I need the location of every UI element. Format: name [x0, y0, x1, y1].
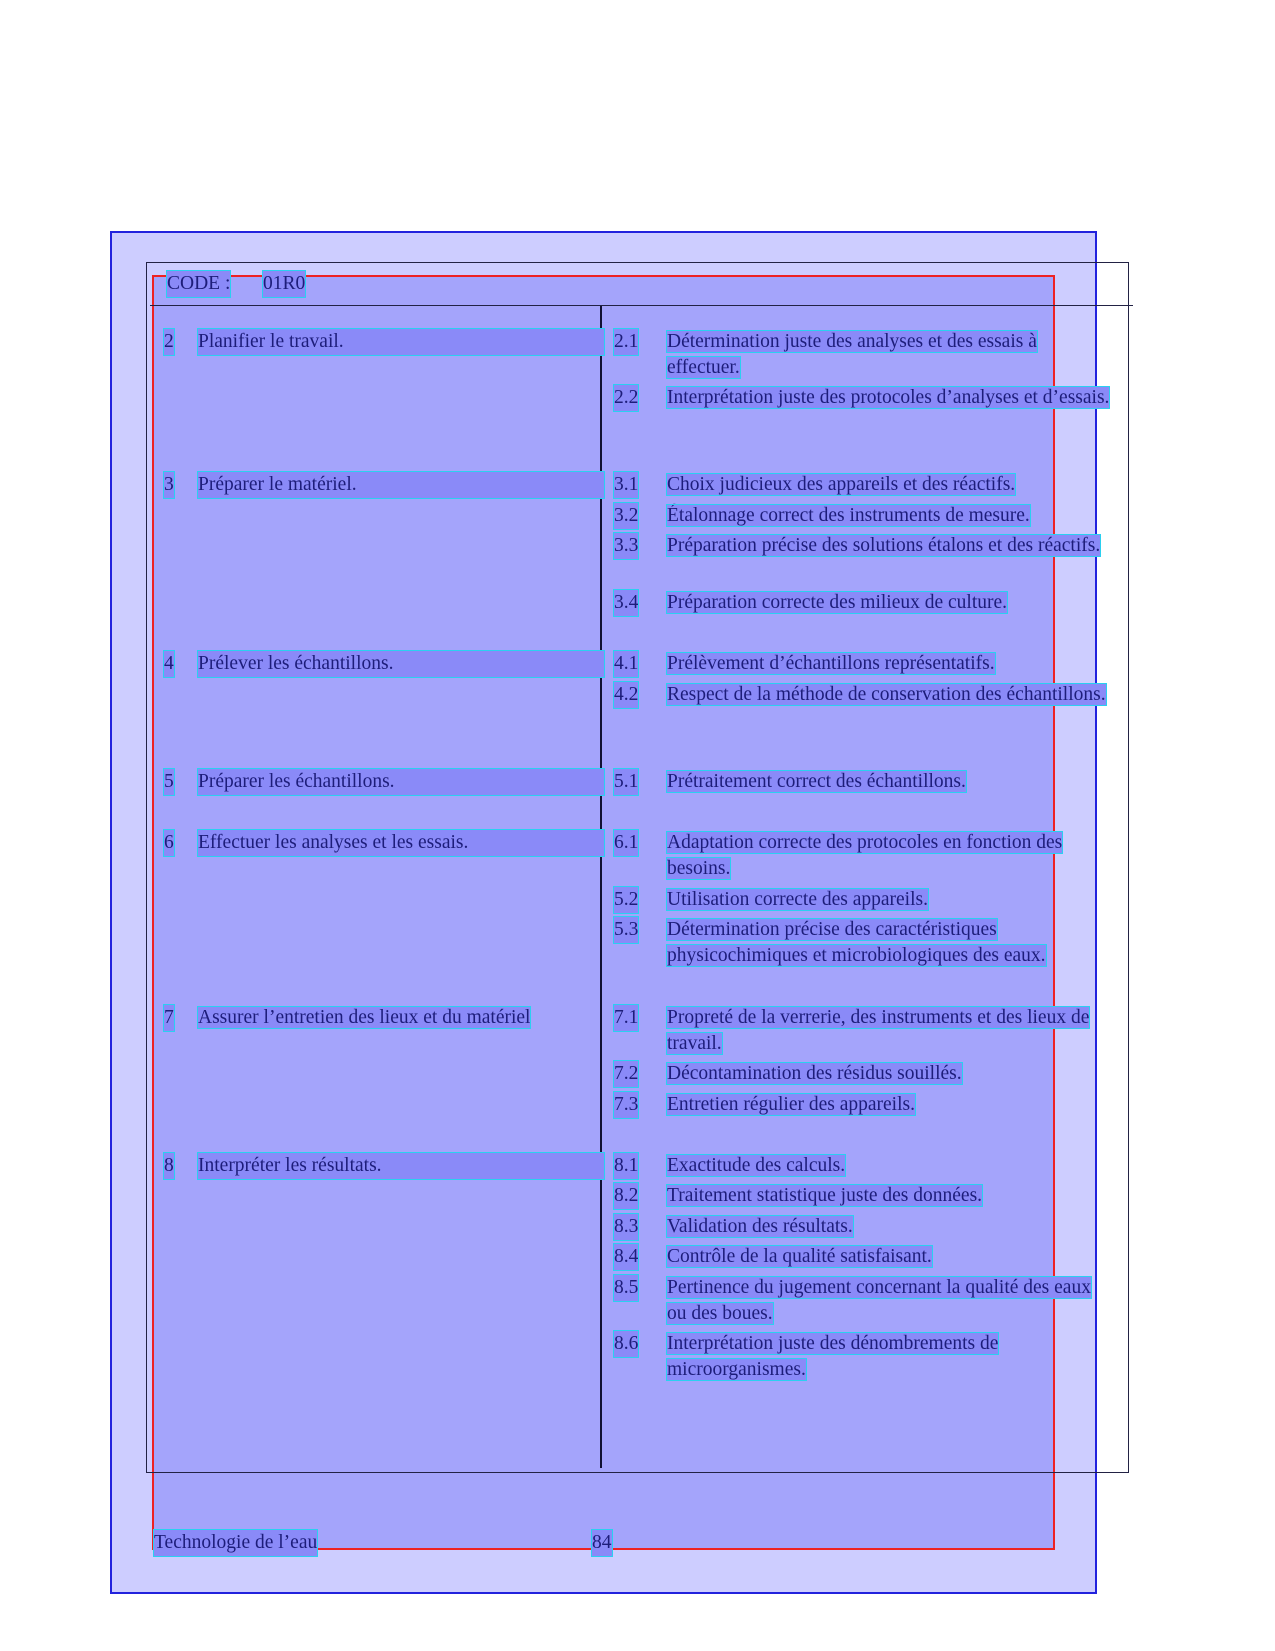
- criterion-text-inner: Contrôle de la qualité satisfaisant.: [667, 1246, 932, 1267]
- criterion: [614, 1153, 1114, 1179]
- header-rule: [150, 305, 1133, 306]
- criterion-number: 8.3: [614, 1214, 638, 1240]
- criterion: [614, 590, 1114, 616]
- criterion-text-inner: Interprétation juste des dénombrements de microorganismes.: [667, 1333, 999, 1380]
- criterion-number: 8.1: [614, 1153, 638, 1179]
- criterion-text: [667, 385, 1114, 411]
- criterion-text: [667, 1153, 1114, 1179]
- criterion-text-inner: Préparation précise des solutions étalons et des réactifs.: [667, 535, 1101, 556]
- criterion: [614, 1214, 1114, 1240]
- criterion-text-inner: Validation des résultats.: [667, 1216, 853, 1237]
- criterion-number: 3.1: [614, 472, 638, 498]
- criterion-text: [667, 830, 1114, 882]
- criterion-text-inner: Étalonnage correct des instruments de mesure.: [667, 505, 1030, 526]
- criterion-number: 8.4: [614, 1244, 638, 1270]
- criterion: [614, 682, 1114, 708]
- criterion-text: [667, 1275, 1114, 1327]
- criterion-text: [667, 917, 1114, 969]
- criterion-text: [667, 590, 1114, 616]
- criterion-text-inner: Pertinence du jugement concernant la qualité des eaux ou des boues.: [667, 1277, 1091, 1324]
- criterion: [614, 329, 1114, 381]
- criterion-text-inner: Décontamination des résidus souillés.: [667, 1063, 962, 1084]
- criterion-number: 5.2: [614, 887, 638, 913]
- task-row: [164, 651, 604, 677]
- criterion-text-inner: Respect de la méthode de conservation des échantillons.: [667, 684, 1106, 705]
- criterion-number: 2.2: [614, 385, 638, 411]
- criterion-text: [667, 1214, 1114, 1240]
- task-text: Préparer le matériel.: [198, 472, 604, 498]
- criterion-number: 8.5: [614, 1275, 638, 1301]
- criterion-text: [667, 651, 1114, 677]
- task-text: Effectuer les analyses et les essais.: [198, 830, 604, 856]
- criterion: [614, 1244, 1114, 1270]
- task-text: Préparer les échantillons.: [198, 769, 604, 795]
- criterion-text: [667, 329, 1114, 381]
- criterion-number: 3.2: [614, 503, 638, 529]
- task-row: [164, 769, 604, 795]
- criterion: [614, 917, 1114, 969]
- criterion: [614, 1331, 1114, 1383]
- criterion-number: 7.1: [614, 1005, 638, 1031]
- criterion-text: [667, 1331, 1114, 1383]
- task-row: [164, 830, 604, 856]
- task-number: 5: [164, 769, 174, 795]
- criterion-number: 5.3: [614, 917, 638, 943]
- criterion: [614, 1092, 1114, 1118]
- criterion-text-inner: Choix judicieux des appareils et des réactifs.: [667, 474, 1016, 495]
- criterion-number: 7.2: [614, 1061, 638, 1087]
- task-number: 6: [164, 830, 174, 856]
- criterion-text-inner: Exactitude des calculs.: [667, 1155, 846, 1176]
- page-number: 84: [592, 1530, 612, 1556]
- criterion-text: [667, 1061, 1114, 1087]
- criterion-text: [667, 503, 1114, 529]
- criterion-text: [667, 1183, 1114, 1209]
- criterion-text-inner: Détermination juste des analyses et des essais à effectuer.: [667, 331, 1037, 378]
- criterion-text-inner: Préparation correcte des milieux de culture.: [667, 592, 1008, 613]
- task-text: Interpréter les résultats.: [198, 1153, 604, 1179]
- task-text: Prélever les échantillons.: [198, 651, 604, 677]
- criterion-text: [667, 1005, 1114, 1057]
- criterion: [614, 1005, 1114, 1057]
- task-number: 4: [164, 651, 174, 677]
- criterion-text-inner: Prélèvement d’échantillons représentatifs.: [667, 653, 995, 674]
- task-number: 7: [164, 1005, 174, 1031]
- criterion-text: [667, 472, 1114, 498]
- task-text-inner: Assurer l’entretien des lieux et du matériel: [198, 1007, 531, 1028]
- criterion-text-inner: Utilisation correcte des appareils.: [667, 889, 928, 910]
- criterion-number: 7.3: [614, 1092, 638, 1118]
- task-row: [164, 472, 604, 498]
- criterion: [614, 385, 1114, 411]
- criterion: [614, 887, 1114, 913]
- criterion-text: [667, 1092, 1114, 1118]
- criterion-text-inner: Traitement statistique juste des données.: [667, 1185, 983, 1206]
- criterion-number: 5.1: [614, 769, 638, 795]
- task-text: Planifier le travail.: [198, 329, 604, 355]
- criterion-number: 3.3: [614, 533, 638, 559]
- task-text: [198, 1005, 604, 1031]
- criterion-text-inner: Prétraitement correct des échantillons.: [667, 771, 966, 792]
- task-number: 3: [164, 472, 174, 498]
- criterion-text-inner: Entretien régulier des appareils.: [667, 1094, 915, 1115]
- criterion: [614, 830, 1114, 882]
- task-row: [164, 1005, 604, 1031]
- criterion: [614, 1275, 1114, 1327]
- task-row: [164, 1153, 604, 1179]
- code-label: CODE :: [167, 271, 230, 297]
- criterion: [614, 503, 1114, 529]
- code-value: 01R0: [263, 271, 305, 297]
- criterion-text: [667, 769, 1114, 795]
- criterion-number: 3.4: [614, 590, 638, 616]
- criterion-text: [667, 533, 1114, 559]
- criterion: [614, 1061, 1114, 1087]
- task-number: 8: [164, 1153, 174, 1179]
- criterion-number: 4.2: [614, 682, 638, 708]
- criterion-text-inner: Adaptation correcte des protocoles en fonction des besoins.: [667, 832, 1063, 879]
- criterion-text-inner: Propreté de la verrerie, des instruments et des lieux de travail.: [667, 1007, 1090, 1054]
- criterion: [614, 769, 1114, 795]
- task-row: [164, 329, 604, 355]
- criterion-text-inner: Interprétation juste des protocoles d’analyses et d’essais.: [667, 387, 1110, 408]
- criterion: [614, 651, 1114, 677]
- criterion-number: 4.1: [614, 651, 638, 677]
- criterion-text: [667, 887, 1114, 913]
- criterion-text: [667, 1244, 1114, 1270]
- criterion-number: 8.6: [614, 1331, 638, 1357]
- footer-title: Technologie de l’eau: [154, 1530, 317, 1556]
- criterion-text: [667, 682, 1114, 708]
- criterion: [614, 1183, 1114, 1209]
- criterion-text-inner: Détermination précise des caractéristiques physicochimiques et microbiologiques des eaux.: [667, 919, 1046, 966]
- criterion-number: 2.1: [614, 329, 638, 355]
- task-number: 2: [164, 329, 174, 355]
- criterion-number: 8.2: [614, 1183, 638, 1209]
- criterion: [614, 472, 1114, 498]
- criterion-number: 6.1: [614, 830, 638, 856]
- criterion: [614, 533, 1114, 559]
